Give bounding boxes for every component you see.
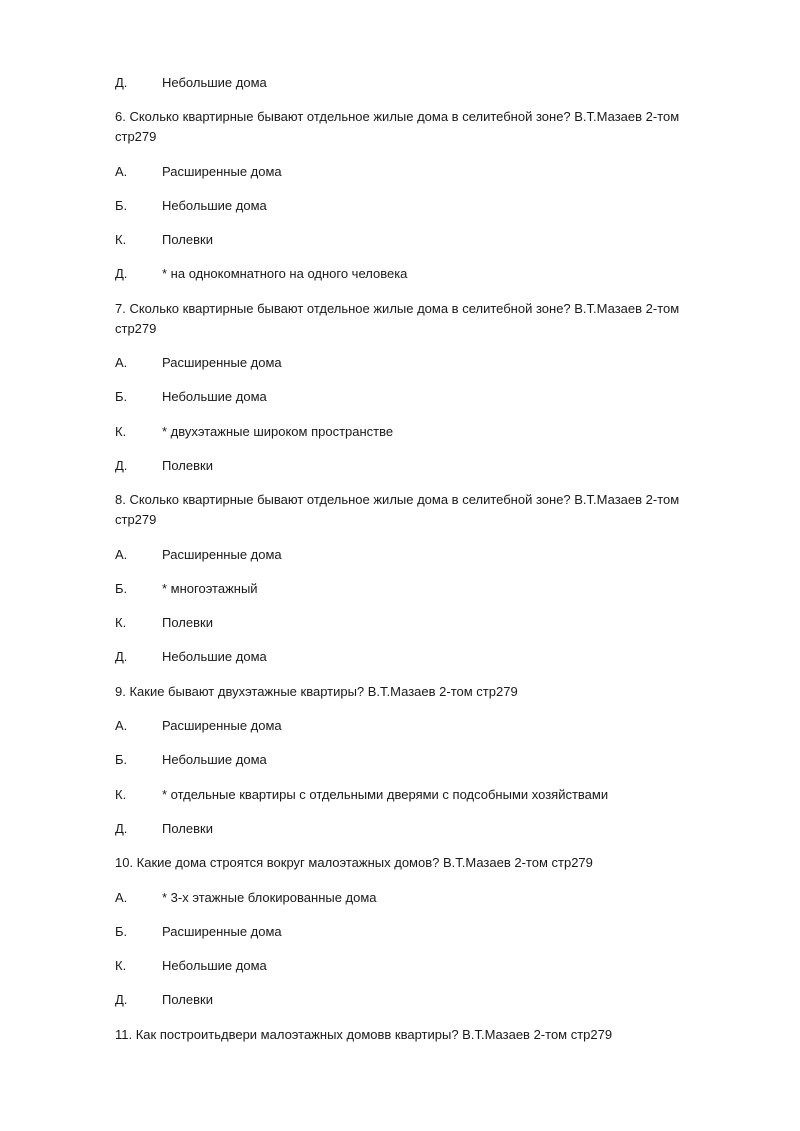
- question-line: стр279: [115, 320, 157, 336]
- option-letter: Д.: [115, 649, 128, 665]
- option-letter: Б.: [115, 923, 128, 939]
- answer-option: [115, 990, 715, 1010]
- option-text: * на однокомнатного на одного человека: [162, 266, 408, 282]
- option-letter: А.: [115, 718, 128, 734]
- question-line: 8. Сколько квартирные бывают отдельное жилые дома в селитебной зоне? В.Т.Мазаев 2-том: [115, 492, 680, 508]
- option-text: * 3-х этажные блокированные дома: [162, 889, 377, 905]
- option-letter: К.: [115, 958, 127, 974]
- answer-option: [115, 819, 715, 839]
- option-text: Небольшие дома: [162, 75, 267, 90]
- answer-option: [115, 716, 715, 736]
- answer-option: [115, 387, 715, 407]
- option-letter: Д.: [115, 75, 128, 90]
- answer-option: [115, 579, 715, 599]
- answer-option: [115, 956, 715, 976]
- option-text: Полевки: [162, 232, 213, 248]
- answer-option: [115, 613, 715, 633]
- answer-option: [115, 456, 715, 476]
- answer-option: [115, 353, 715, 373]
- option-text: Полевки: [162, 457, 213, 473]
- option-text: Расширенные дома: [162, 163, 282, 179]
- answer-option: [115, 162, 715, 182]
- answer-option: [115, 647, 715, 667]
- answer-option: [115, 545, 715, 565]
- question-line: стр279: [115, 129, 157, 145]
- option-letter: А.: [115, 355, 128, 371]
- option-text: Расширенные дома: [162, 546, 282, 562]
- document-body: [115, 73, 715, 1059]
- question-line: 6. Сколько квартирные бывают отдельное жилые дома в селитебной зоне? В.Т.Мазаев 2-том: [115, 109, 680, 125]
- option-text: Расширенные дома: [162, 923, 282, 939]
- answer-option: [115, 888, 715, 908]
- question-text: [115, 107, 715, 147]
- option-letter: Б.: [115, 752, 128, 768]
- option-letter: А.: [115, 163, 128, 179]
- option-text: Небольшие дома: [162, 958, 267, 974]
- question-text: [115, 299, 715, 339]
- option-text: * многоэтажный: [162, 580, 258, 596]
- option-text: Полевки: [162, 820, 213, 836]
- option-letter: Б.: [115, 580, 128, 596]
- option-letter: К.: [115, 232, 127, 248]
- option-letter: Д.: [115, 992, 128, 1008]
- option-letter: Б.: [115, 197, 128, 213]
- option-text: Полевки: [162, 615, 213, 631]
- option-text: Небольшие дома: [162, 649, 267, 665]
- answer-option: [115, 922, 715, 942]
- question-line: 10. Какие дома строятся вокруг малоэтажных домов? В.Т.Мазаев 2-том стр279: [115, 855, 593, 871]
- option-letter: А.: [115, 889, 128, 905]
- question-text: [115, 1025, 715, 1045]
- option-text: Небольшие дома: [162, 197, 267, 213]
- answer-option: [115, 750, 715, 770]
- question-line: стр279: [115, 512, 157, 528]
- option-letter: Д.: [115, 457, 128, 473]
- question-line: 7. Сколько квартирные бывают отдельное жилые дома в селитебной зоне? В.Т.Мазаев 2-том: [115, 300, 680, 316]
- question-text: [115, 853, 715, 873]
- answer-option: [115, 230, 715, 250]
- answer-option: [115, 73, 715, 93]
- answer-option: [115, 785, 715, 805]
- option-letter: К.: [115, 786, 127, 802]
- option-text: * двухэтажные широком пространстве: [162, 423, 394, 439]
- option-text: * отдельные квартиры с отдельными дверями с подсобными хозяйствами: [162, 786, 609, 802]
- option-letter: Б.: [115, 389, 128, 405]
- option-letter: Д.: [115, 820, 128, 836]
- option-text: Небольшие дома: [162, 389, 267, 405]
- question-line: 9. Какие бывают двухэтажные квартиры? В.Т.Мазаев 2-том стр279: [115, 683, 518, 699]
- option-letter: Д.: [115, 266, 128, 282]
- answer-option: [115, 264, 715, 284]
- option-text: Расширенные дома: [162, 718, 282, 734]
- question-line: 11. Как построитьдвери малоэтажных домовв квартиры? В.Т.Мазаев 2-том стр279: [115, 1026, 613, 1042]
- answer-option: [115, 422, 715, 442]
- option-text: Расширенные дома: [162, 355, 282, 371]
- option-letter: К.: [115, 615, 127, 631]
- answer-option: [115, 196, 715, 216]
- question-text: [115, 490, 715, 530]
- option-text: Полевки: [162, 992, 213, 1008]
- option-letter: А.: [115, 546, 128, 562]
- option-letter: К.: [115, 423, 127, 439]
- question-text: [115, 682, 715, 702]
- option-text: Небольшие дома: [162, 752, 267, 768]
